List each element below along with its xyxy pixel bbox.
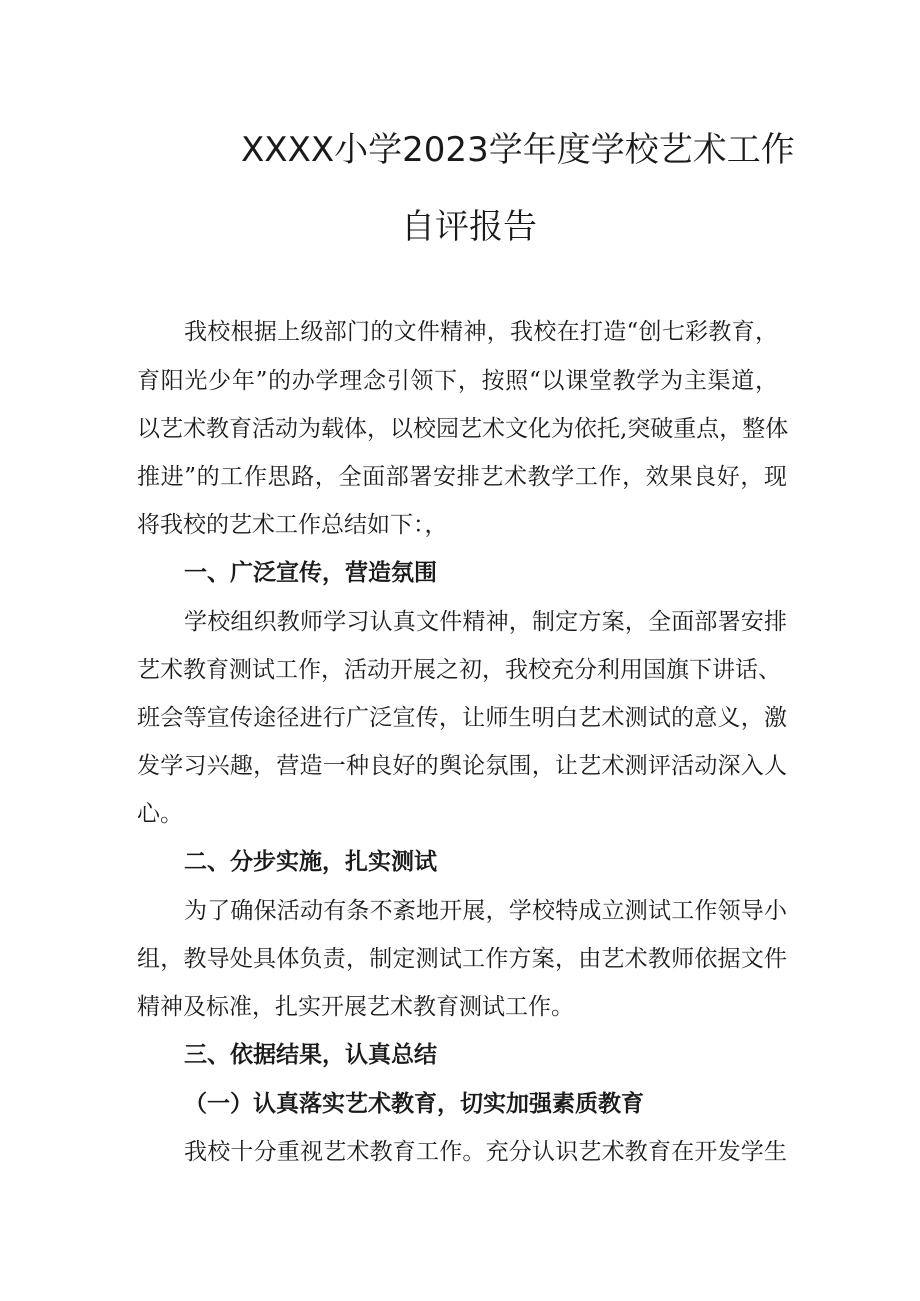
section-3-heading: 三、依据结果，认真总结	[184, 1042, 437, 1068]
document-title-line-1: XXXX小学2023学年度学校艺术工作	[241, 130, 795, 170]
section-1-line-2: 艺术教育测试工作，活动开展之初，我校充分利用国旗下讲话、	[137, 657, 781, 683]
section-3-subheading: （一）认真落实艺术教育，切实加强素质教育	[184, 1090, 644, 1117]
section-1-line-1: 学校组织教师学习认真文件精神，制定方案，全面部署安排	[184, 609, 787, 635]
section-1-line-3: 班会等宣传途径进行广泛宣传，让师生明白艺术测试的意义，激	[137, 705, 787, 731]
intro-line-1: 我校根据上级部门的文件精神，我校在打造“创七彩教育，	[184, 319, 778, 345]
section-3-line-1: 我校十分重视艺术教育工作。充分认识艺术教育在开发学生	[184, 1139, 787, 1165]
section-1-line-5: 心。	[137, 801, 183, 827]
document-title-line-2: 自评报告	[401, 207, 537, 247]
intro-line-4: 推进”的工作思路，全面部署安排艺术教学工作，效果良好，现	[137, 464, 787, 490]
intro-line-2: 育阳光少年”的办学理念引领下，按照“以课堂教学为主渠道，	[137, 368, 778, 394]
section-2-line-2: 组，教导处具体负责，制定测试工作方案，由艺术教师依据文件	[137, 946, 787, 972]
section-2-heading: 二、分步实施，扎实测试	[184, 849, 437, 875]
intro-line-5: 将我校的艺术工作总结如下：，	[137, 512, 448, 538]
section-2-line-1: 为了确保活动有条不紊地开展，学校特成立测试工作领导小	[184, 898, 787, 924]
section-2-line-3: 精神及标准，扎实开展艺术教育测试工作。	[137, 994, 574, 1020]
intro-line-3: 以艺术教育活动为载体，以校园艺术文化为依托,突破重点，整体	[137, 416, 789, 442]
section-1-line-4: 发学习兴趣，营造一种良好的舆论氛围，让艺术测评活动深入人	[137, 753, 787, 779]
section-1-heading: 一、广泛宣传，营造氛围	[184, 560, 437, 586]
